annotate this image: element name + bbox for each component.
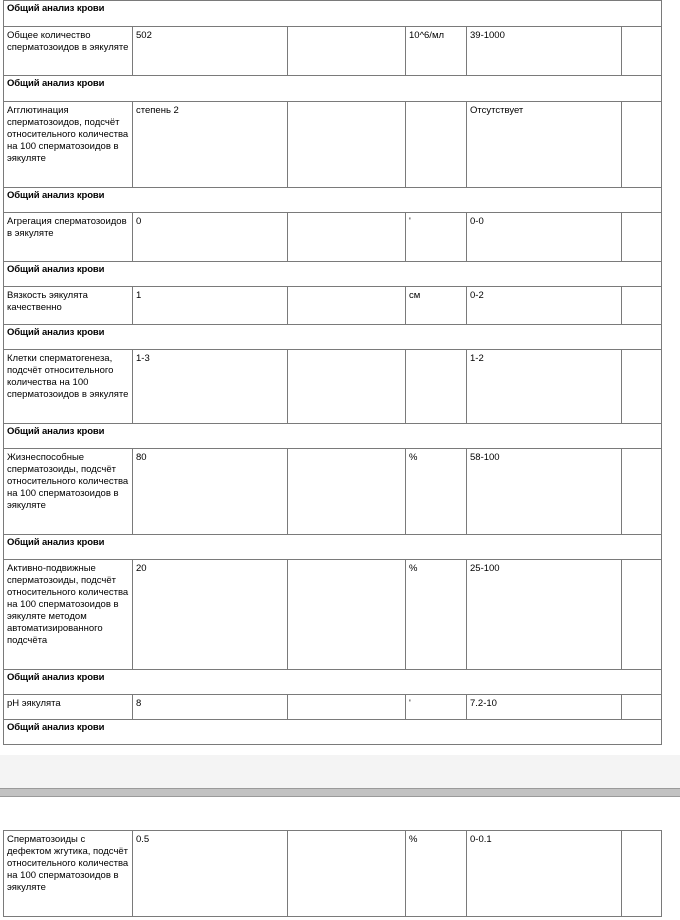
- reference-range-cell: 0-0.1: [467, 831, 622, 917]
- test-name-cell: Сперматозоиды с дефектом жгутика, подсчёт относительного количества на 100 сперматозоидов в эякуляте: [4, 831, 133, 917]
- section-header-cell: [4, 188, 662, 213]
- reference-range-cell: 25-100: [467, 560, 622, 670]
- reference-range-cell: 1-2: [467, 350, 622, 424]
- results-table: [3, 0, 662, 745]
- results-table-page-2: [3, 830, 662, 917]
- test-name-cell: Общее количество сперматозоидов в эякуляте: [4, 27, 133, 76]
- empty-cell: [288, 213, 406, 262]
- section-header-cell: [4, 670, 662, 695]
- section-header-cell: [4, 262, 662, 287]
- section-header-cell: [4, 1, 662, 27]
- reference-range-cell: 7.2-10: [467, 695, 622, 720]
- section-title: Общий анализ крови: [7, 426, 105, 437]
- empty-cell: [622, 831, 662, 917]
- section-title: Общий анализ крови: [7, 3, 105, 14]
- test-name-cell: pH эякулята: [4, 695, 133, 720]
- result-value-cell: 502: [133, 27, 288, 76]
- result-value-cell: 20: [133, 560, 288, 670]
- section-header-row: [4, 1, 662, 27]
- empty-cell: [622, 449, 662, 535]
- empty-cell: [288, 695, 406, 720]
- section-header-row: [4, 325, 662, 350]
- result-value-cell: 80: [133, 449, 288, 535]
- section-header-row: [4, 670, 662, 695]
- section-title: Общий анализ крови: [7, 78, 105, 89]
- test-name-cell: Активно-подвижные сперматозоиды, подсчёт относительного количества на 100 сперматозоидов в эякуляте методом автоматизированного подсчёта: [4, 560, 133, 670]
- result-value-cell: 8: [133, 695, 288, 720]
- section-title: Общий анализ крови: [7, 722, 105, 733]
- reference-range-cell: 0-2: [467, 287, 622, 325]
- section-header-cell: [4, 535, 662, 560]
- unit-cell: ': [406, 695, 467, 720]
- result-value-cell: 0.5: [133, 831, 288, 917]
- result-value-cell: 1-3: [133, 350, 288, 424]
- section-header-row: [4, 76, 662, 102]
- empty-cell: [288, 560, 406, 670]
- test-name-cell: Агрегация сперматозоидов в эякуляте: [4, 213, 133, 262]
- empty-cell: [288, 287, 406, 325]
- unit-cell: %: [406, 560, 467, 670]
- table-row: [4, 350, 662, 424]
- unit-cell: %: [406, 449, 467, 535]
- empty-cell: [622, 350, 662, 424]
- unit-cell: 10^6/мл: [406, 27, 467, 76]
- table-row: [4, 102, 662, 188]
- section-title: Общий анализ крови: [7, 537, 105, 548]
- page-separator: [0, 788, 680, 797]
- page-break-shade: [0, 755, 680, 788]
- test-name-cell: Клетки сперматогенеза, подсчёт относительного количества на 100 сперматозоидов в эякуляте: [4, 350, 133, 424]
- table-row: [4, 560, 662, 670]
- section-title: Общий анализ крови: [7, 672, 105, 683]
- table-row: [4, 27, 662, 76]
- table-row: [4, 287, 662, 325]
- empty-cell: [622, 287, 662, 325]
- section-header-row: [4, 262, 662, 287]
- table-row: [4, 213, 662, 262]
- reference-range-cell: 39-1000: [467, 27, 622, 76]
- result-value-cell: степень 2: [133, 102, 288, 188]
- section-header-row: [4, 424, 662, 449]
- test-name-cell: Жизнеспособные сперматозоиды, подсчёт относительного количества на 100 сперматозоидов в эякуляте: [4, 449, 133, 535]
- section-title: Общий анализ крови: [7, 264, 105, 275]
- table-row: [4, 695, 662, 720]
- section-header-row: [4, 188, 662, 213]
- section-header-row: [4, 720, 662, 745]
- empty-cell: [288, 831, 406, 917]
- section-header-cell: [4, 76, 662, 102]
- table-row: [4, 449, 662, 535]
- reference-range-cell: 0-0: [467, 213, 622, 262]
- empty-cell: [622, 213, 662, 262]
- empty-cell: [622, 695, 662, 720]
- unit-cell: [406, 102, 467, 188]
- section-header-cell: [4, 720, 662, 745]
- test-name-cell: Агглютинация сперматозоидов, подсчёт относительного количества на 100 сперматозоидов в эякуляте: [4, 102, 133, 188]
- empty-cell: [622, 27, 662, 76]
- result-value-cell: 1: [133, 287, 288, 325]
- unit-cell: [406, 350, 467, 424]
- empty-cell: [622, 560, 662, 670]
- result-value-cell: 0: [133, 213, 288, 262]
- section-header-row: [4, 535, 662, 560]
- test-name-cell: Вязкость эякулята качественно: [4, 287, 133, 325]
- empty-cell: [288, 350, 406, 424]
- empty-cell: [288, 27, 406, 76]
- reference-range-cell: 58-100: [467, 449, 622, 535]
- section-title: Общий анализ крови: [7, 190, 105, 201]
- empty-cell: [622, 102, 662, 188]
- empty-cell: [288, 449, 406, 535]
- reference-range-cell: Отсутствует: [467, 102, 622, 188]
- section-header-cell: [4, 325, 662, 350]
- empty-cell: [288, 102, 406, 188]
- section-title: Общий анализ крови: [7, 327, 105, 338]
- table-row: [4, 831, 662, 917]
- unit-cell: ': [406, 213, 467, 262]
- unit-cell: %: [406, 831, 467, 917]
- section-header-cell: [4, 424, 662, 449]
- unit-cell: см: [406, 287, 467, 325]
